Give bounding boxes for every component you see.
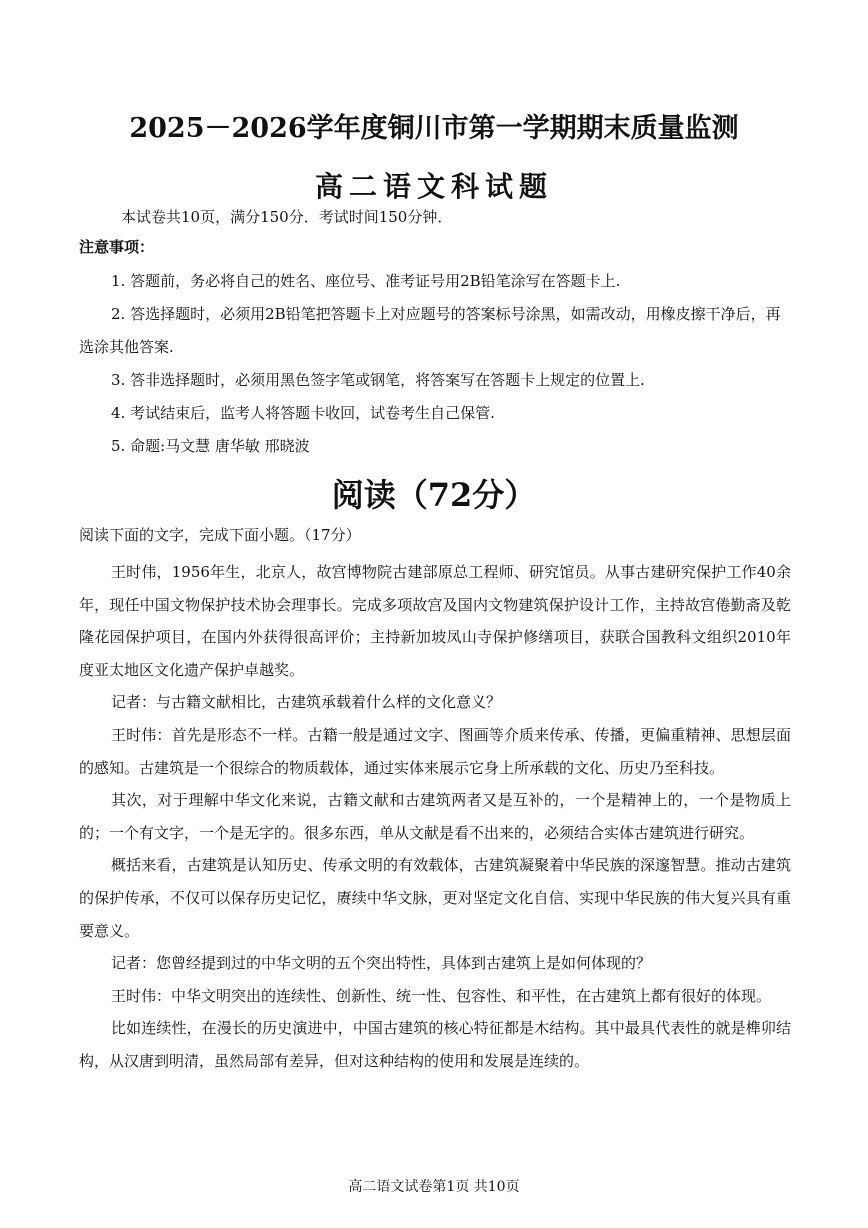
page-footer: 高二语文试卷第1页 共10页: [348, 1179, 520, 1195]
passage-paragraph: 王时伟：首先是形态不一样。古籍一般是通过文字、图画等介质来传承、传播，更偏重精神、思想层面的感知。古建筑是一个很综合的物质载体，通过实体来展示它身上所承载的文化、历史乃至科技。: [79, 725, 791, 777]
passage-paragraph: 其次，对于理解中华文化来说，古籍文献和古建筑两者又是互补的，一个是精神上的，一个是物质上的；一个有文字，一个是无字的。很多东西，单从文献是看不出来的，必须结合实体古建筑进行研究。: [79, 791, 791, 842]
notice-item: 3. 答非选择题时，必须用黑色签字笔或钢笔，将答案写在答题卡上规定的位置上.: [111, 371, 645, 389]
notice-heading: 注意事项：: [79, 238, 155, 256]
passage-paragraph: 王时伟，1956年生，北京人，故宫博物院古建部原总工程师、研究馆员。从事古建研究保护工作40余年，现任中国文物保护技术协会理事长。完成多项故宫及国内文物建筑保护设计工作，主持故宫倦勤斋及乾隆花园保护项目，在国内外获得很高评价；主持新加坡凤山寺保护修缮项目，获联合国教科文组织2010年度亚太地区文化遗产保护卓越奖。: [79, 563, 791, 679]
notice-list: [79, 265, 791, 463]
passage-paragraph: 概括来看，古建筑是认知历史、传承文明的有效载体，古建筑凝聚着中华民族的深邃智慧。推动古建筑的保护传承，不仅可以保存历史记忆，赓续中华文脉，更对坚定文化自信、实现中华民族的伟大复兴具有重要意义。: [79, 856, 791, 940]
section-instruction: 阅读下面的文字，完成下面小题。（17分）: [79, 526, 361, 544]
exam-subtitle: 高二语文科试题: [314, 170, 553, 203]
exam-intro: 本试卷共10页，满分150分．考试时间150分钟．: [121, 208, 453, 226]
notice-item: 1. 答题前，务必将自己的姓名、座位号、准考证号用2B铅笔涂写在答题卡上.: [111, 272, 621, 290]
section-title: 阅读（72分）: [331, 476, 537, 514]
notice-item: 4. 考试结束后，监考人将答题卡收回，试卷考生自己保管.: [111, 404, 495, 422]
passage-paragraph: 记者：与古籍文献相比，古建筑承载着什么样的文化意义？: [111, 693, 502, 712]
reading-passage: [79, 556, 791, 1078]
notice-item: 5. 命题:马文慧 唐华敏 邢晓波: [111, 437, 310, 455]
passage-paragraph: 记者：您曾经提到过的中华文明的五个突出特性，具体到古建筑上是如何体现的？: [111, 954, 652, 973]
exam-title: 2025－2026学年度铜川市第一学期期末质量监测: [129, 113, 739, 144]
notice-item: 2. 答选择题时，必须用2B铅笔把答题卡上对应题号的答案标号涂黑，如需改动，用橡皮擦干净后，再选涂其他答案.: [79, 305, 781, 356]
passage-paragraph: 王时伟：中华文明突出的连续性、创新性、统一性、包容性、和平性，在古建筑上都有很好的体现。: [111, 986, 772, 1005]
passage-paragraph: 比如连续性，在漫长的历史演进中，中国古建筑的核心特征都是木结构。其中最具代表性的就是榫卯结构，从汉唐到明清，虽然局部有差异，但对这种结构的使用和发展是连续的。: [79, 1019, 791, 1070]
